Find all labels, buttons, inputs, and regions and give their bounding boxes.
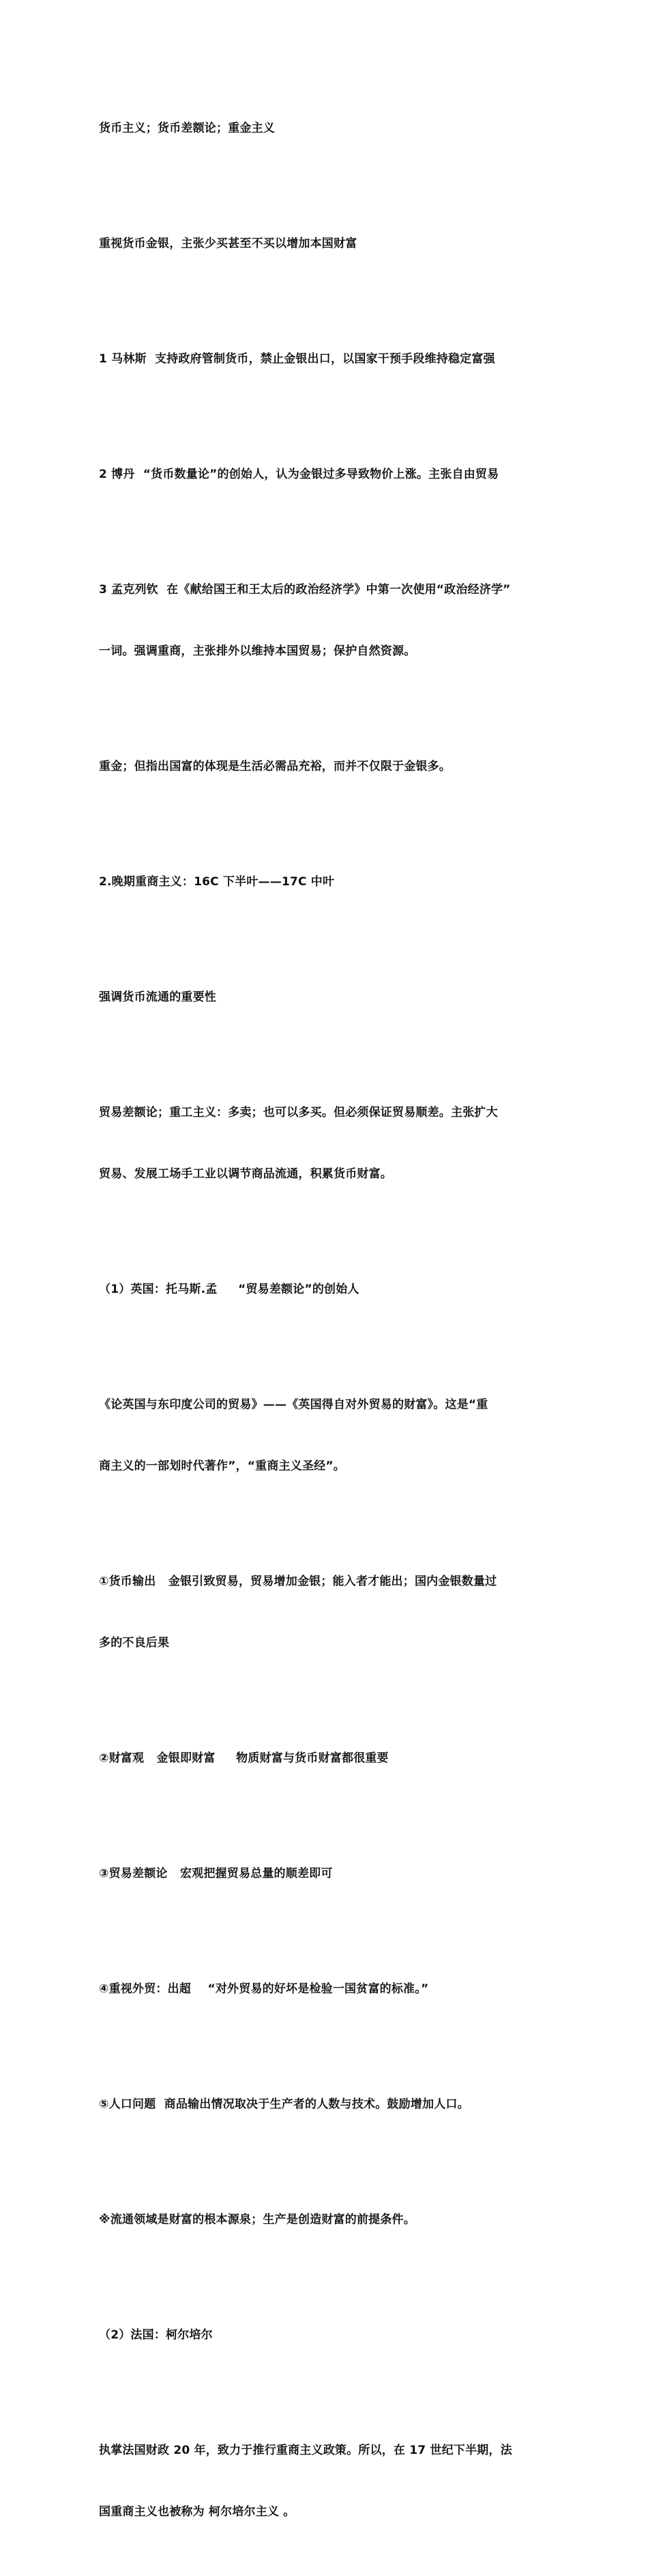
paragraph-10 bbox=[99, 1238, 570, 1341]
paragraph-2 bbox=[99, 192, 570, 295]
paragraph-line: ④重视外贸：出超 “对外贸易的好坏是检验一国贫富的标准。” bbox=[99, 1982, 429, 1996]
paragraph-line: 贸易差额论；重工主义：多卖；也可以多买。但必须保证贸易顺差。主张扩大 bbox=[99, 1106, 498, 1119]
paragraph-line: 2.晚期重商主义：16C 下半叶——17C 中叶 bbox=[99, 875, 335, 889]
paragraph-line: ⑤人口问题 商品输出情况取决于生产者的人数与技术。鼓励增加人口。 bbox=[99, 2098, 469, 2111]
paragraph-6 bbox=[99, 715, 570, 818]
paragraph-16 bbox=[99, 2053, 570, 2156]
paragraph-11 bbox=[99, 1354, 570, 1517]
paragraph-line: 货币主义；货币差额论；重金主义 bbox=[99, 121, 275, 135]
paragraph-line: ③贸易差额论 宏观把握贸易总量的顺差即可 bbox=[99, 1867, 333, 1880]
paragraph-line: （1）英国：托马斯.孟 “贸易差额论”的创始人 bbox=[99, 1283, 359, 1296]
paragraph-12 bbox=[99, 1530, 570, 1694]
paragraph-15 bbox=[99, 1938, 570, 2040]
paragraph-8 bbox=[99, 946, 570, 1048]
paragraph-line: 贸易、发展工场手工业以调节商品流通，积累货币财富。 bbox=[99, 1167, 392, 1181]
paragraph-7 bbox=[99, 831, 570, 933]
paragraph-1 bbox=[99, 77, 570, 180]
paragraph-line: 执掌法国财政 20 年，致力于推行重商主义政策。所以，在 17 世纪下半期，法 bbox=[99, 2444, 512, 2457]
paragraph-line: 一词。强调重商，主张排外以维持本国贸易；保护自然资源。 bbox=[99, 644, 416, 658]
paragraph-line: 强调货币流通的重要性 bbox=[99, 990, 216, 1004]
paragraph-line: 1 马林斯 支持政府管制货币，禁止金银出口，以国家干预手段维持稳定富强 bbox=[99, 352, 495, 366]
paragraph-line: 3 孟克列钦 在《献给国王和王太后的政治经济学》中第一次使用“政治经济学” bbox=[99, 583, 511, 597]
paragraph-3 bbox=[99, 308, 570, 410]
paragraph-17 bbox=[99, 2169, 570, 2271]
paragraph-line: 重金；但指出国富的体现是生活必需品充裕，而并不仅限于金银多。 bbox=[99, 760, 451, 773]
paragraph-5 bbox=[99, 539, 570, 702]
paragraph-line: ※流通领域是财富的根本源泉；生产是创造财富的前提条件。 bbox=[99, 2213, 415, 2227]
paragraph-4 bbox=[99, 423, 570, 526]
paragraph-line: 商主义的一部划时代著作”，“重商主义圣经”。 bbox=[99, 1459, 345, 1473]
document-page bbox=[99, 77, 570, 2576]
paragraph-18 bbox=[99, 2284, 570, 2386]
paragraph-line: 《论英国与东印度公司的贸易》——《英国得自对外贸易的财富》。这是“重 bbox=[99, 1398, 488, 1412]
paragraph-line: 重视货币金银，主张少买甚至不买以增加本国财富 bbox=[99, 237, 357, 251]
paragraph-13 bbox=[99, 1707, 570, 1809]
paragraph-9 bbox=[99, 1061, 570, 1225]
paragraph-14 bbox=[99, 1822, 570, 1925]
paragraph-line: 2 博丹 “货币数量论”的创始人，认为金银过多导致物价上涨。主张自由贸易 bbox=[99, 468, 499, 481]
paragraph-line: 国重商主义也被称为 柯尔培尔主义 。 bbox=[99, 2505, 295, 2519]
paragraph-line: 多的不良后果 bbox=[99, 1636, 170, 1650]
paragraph-line: ①货币输出 金银引致贸易，贸易增加金银；能入者才能出；国内金银数量过 bbox=[99, 1575, 497, 1588]
paragraph-line: （2）法国：柯尔培尔 bbox=[99, 2328, 213, 2342]
paragraph-19 bbox=[99, 2399, 570, 2563]
paragraph-line: ②财富观 金银即财富 物质财富与货币财富都很重要 bbox=[99, 1751, 389, 1765]
